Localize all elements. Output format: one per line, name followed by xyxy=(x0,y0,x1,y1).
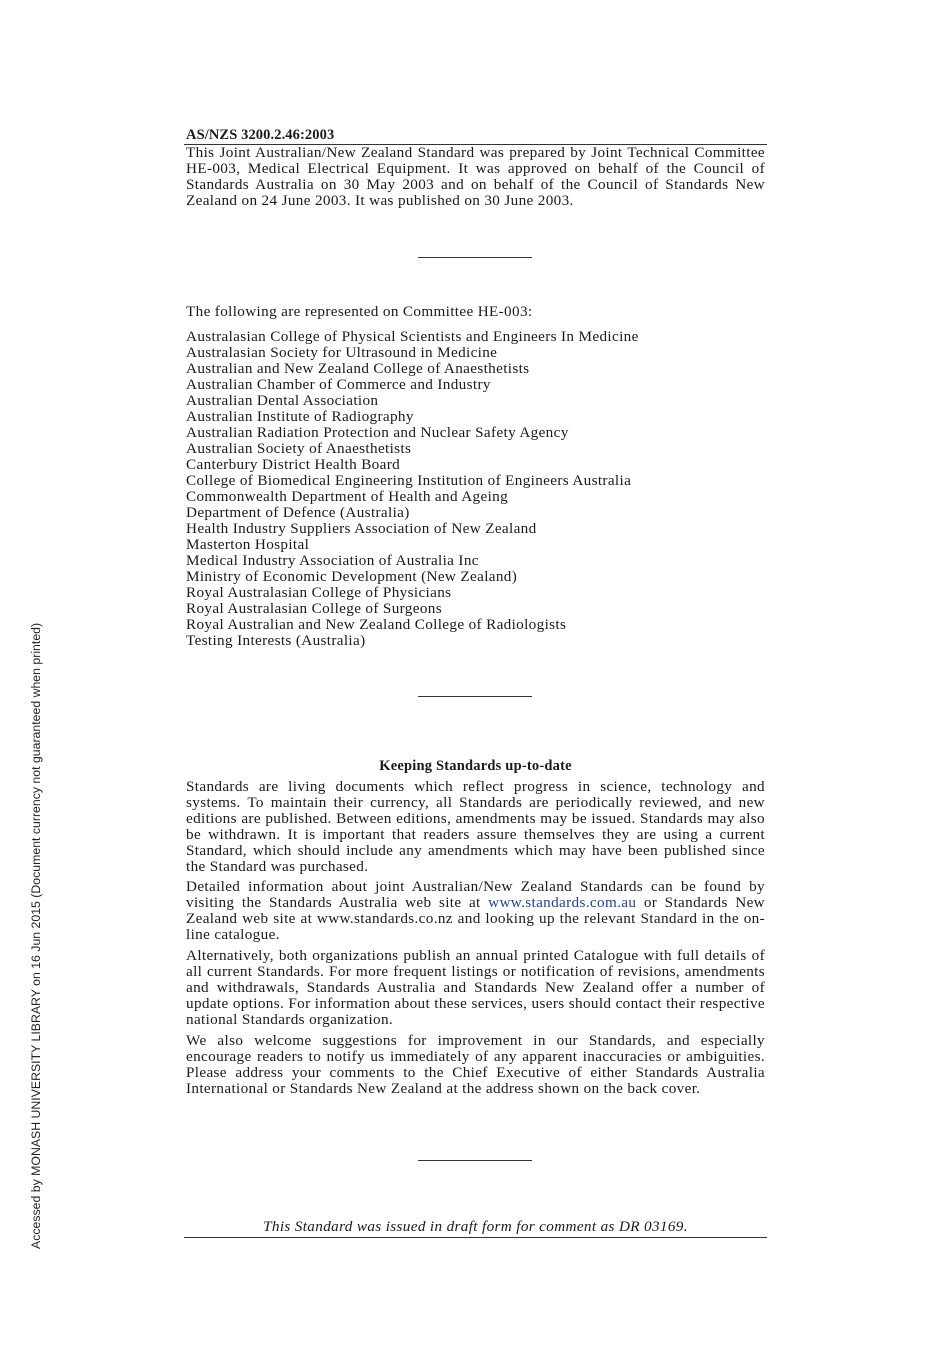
paragraph-text: or Standards New Zealand web site at www.standards.co.nz and looking up the relevant Standard in the on-line catalogue. xyxy=(186,894,765,943)
keeping-paragraph-1: Standards are living documents which reflect progress in science, technology and systems. To maintain their currency, all Standards are periodically reviewed, and new editions are published. Between editions, amendments may be issued. Standards may also be withdrawn. It is important that readers assure themselves they are using a current Standard, which should include any amendments which may have been published since the Standard was purchased. xyxy=(186,778,765,875)
section-title: Keeping Standards up-to-date xyxy=(379,758,572,774)
list-item: Australasian Society for Ultrasound in Medicine xyxy=(186,344,498,361)
section-divider xyxy=(418,696,532,697)
list-item: Australasian College of Physical Scientists and Engineers In Medicine xyxy=(186,328,639,345)
list-item: Masterton Hospital xyxy=(186,536,310,553)
keeping-paragraph-4: We also welcome suggestions for improvement in our Standards, and especially encourage readers to notify us immediately of any apparent inaccuracies or ambiguities. Please address your comments to the Chief Executive of either Standards Australia International or Standards New Zealand at the address shown on the back cover. xyxy=(186,1032,765,1097)
standards-australia-link[interactable]: www.standards.com.au xyxy=(488,894,637,911)
keeping-paragraph-2 xyxy=(186,879,765,943)
list-item: Testing Interests (Australia) xyxy=(186,632,366,649)
list-item: Royal Australasian College of Physicians xyxy=(186,584,452,601)
list-item: Australian Radiation Protection and Nuclear Safety Agency xyxy=(186,424,569,441)
list-item: Canterbury District Health Board xyxy=(186,456,401,473)
paragraph-text: Detailed information about joint Australian/New Zealand Standards can be found by visiting the Standards Australia web site at xyxy=(186,878,765,911)
list-item: Ministry of Economic Development (New Zealand) xyxy=(186,568,518,585)
list-item: Medical Industry Association of Australia Inc xyxy=(186,552,479,569)
footer-rule xyxy=(184,1237,767,1238)
list-item: Commonwealth Department of Health and Ageing xyxy=(186,488,509,505)
list-item: College of Biomedical Engineering Institution of Engineers Australia xyxy=(186,472,632,489)
list-item: Health Industry Suppliers Association of New Zealand xyxy=(186,520,537,537)
list-item: Department of Defence (Australia) xyxy=(186,504,410,521)
standard-number: AS/NZS 3200.2.46:2003 xyxy=(186,127,335,143)
committee-heading: The following are represented on Committee HE-003: xyxy=(186,303,533,320)
access-watermark: Accessed by MONASH UNIVERSITY LIBRARY on 16 Jun 2015 (Document currency not guaranteed when printed) xyxy=(29,622,43,1249)
list-item: Australian and New Zealand College of Anaesthetists xyxy=(186,360,530,377)
committee-organization-list xyxy=(186,329,639,649)
draft-note: This Standard was issued in draft form for comment as DR 03169. xyxy=(263,1218,688,1235)
section-divider xyxy=(418,1160,532,1161)
list-item: Royal Australian and New Zealand College of Radiologists xyxy=(186,616,567,633)
keeping-paragraph-3: Alternatively, both organizations publish an annual printed Catalogue with full details of all current Standards. For more frequent listings or notification of revisions, amendments and withdrawals, Standards Australia and Standards New Zealand offer a number of update options. For information about these services, users should contact their respective national Standards organization. xyxy=(186,947,765,1028)
section-divider xyxy=(418,257,532,258)
list-item: Australian Institute of Radiography xyxy=(186,408,414,425)
list-item: Australian Chamber of Commerce and Industry xyxy=(186,376,491,393)
list-item: Australian Society of Anaesthetists xyxy=(186,440,412,457)
list-item: Royal Australasian College of Surgeons xyxy=(186,600,442,617)
list-item: Australian Dental Association xyxy=(186,392,379,409)
intro-paragraph: This Joint Australian/New Zealand Standard was prepared by Joint Technical Committee HE-003, Medical Electrical Equipment. It was approved on behalf of the Council of Standards Australia on 30 May 2003 and on behalf of the Council of Standards New Zealand on 24 June 2003. It was published on 30 June 2003. xyxy=(186,144,765,209)
